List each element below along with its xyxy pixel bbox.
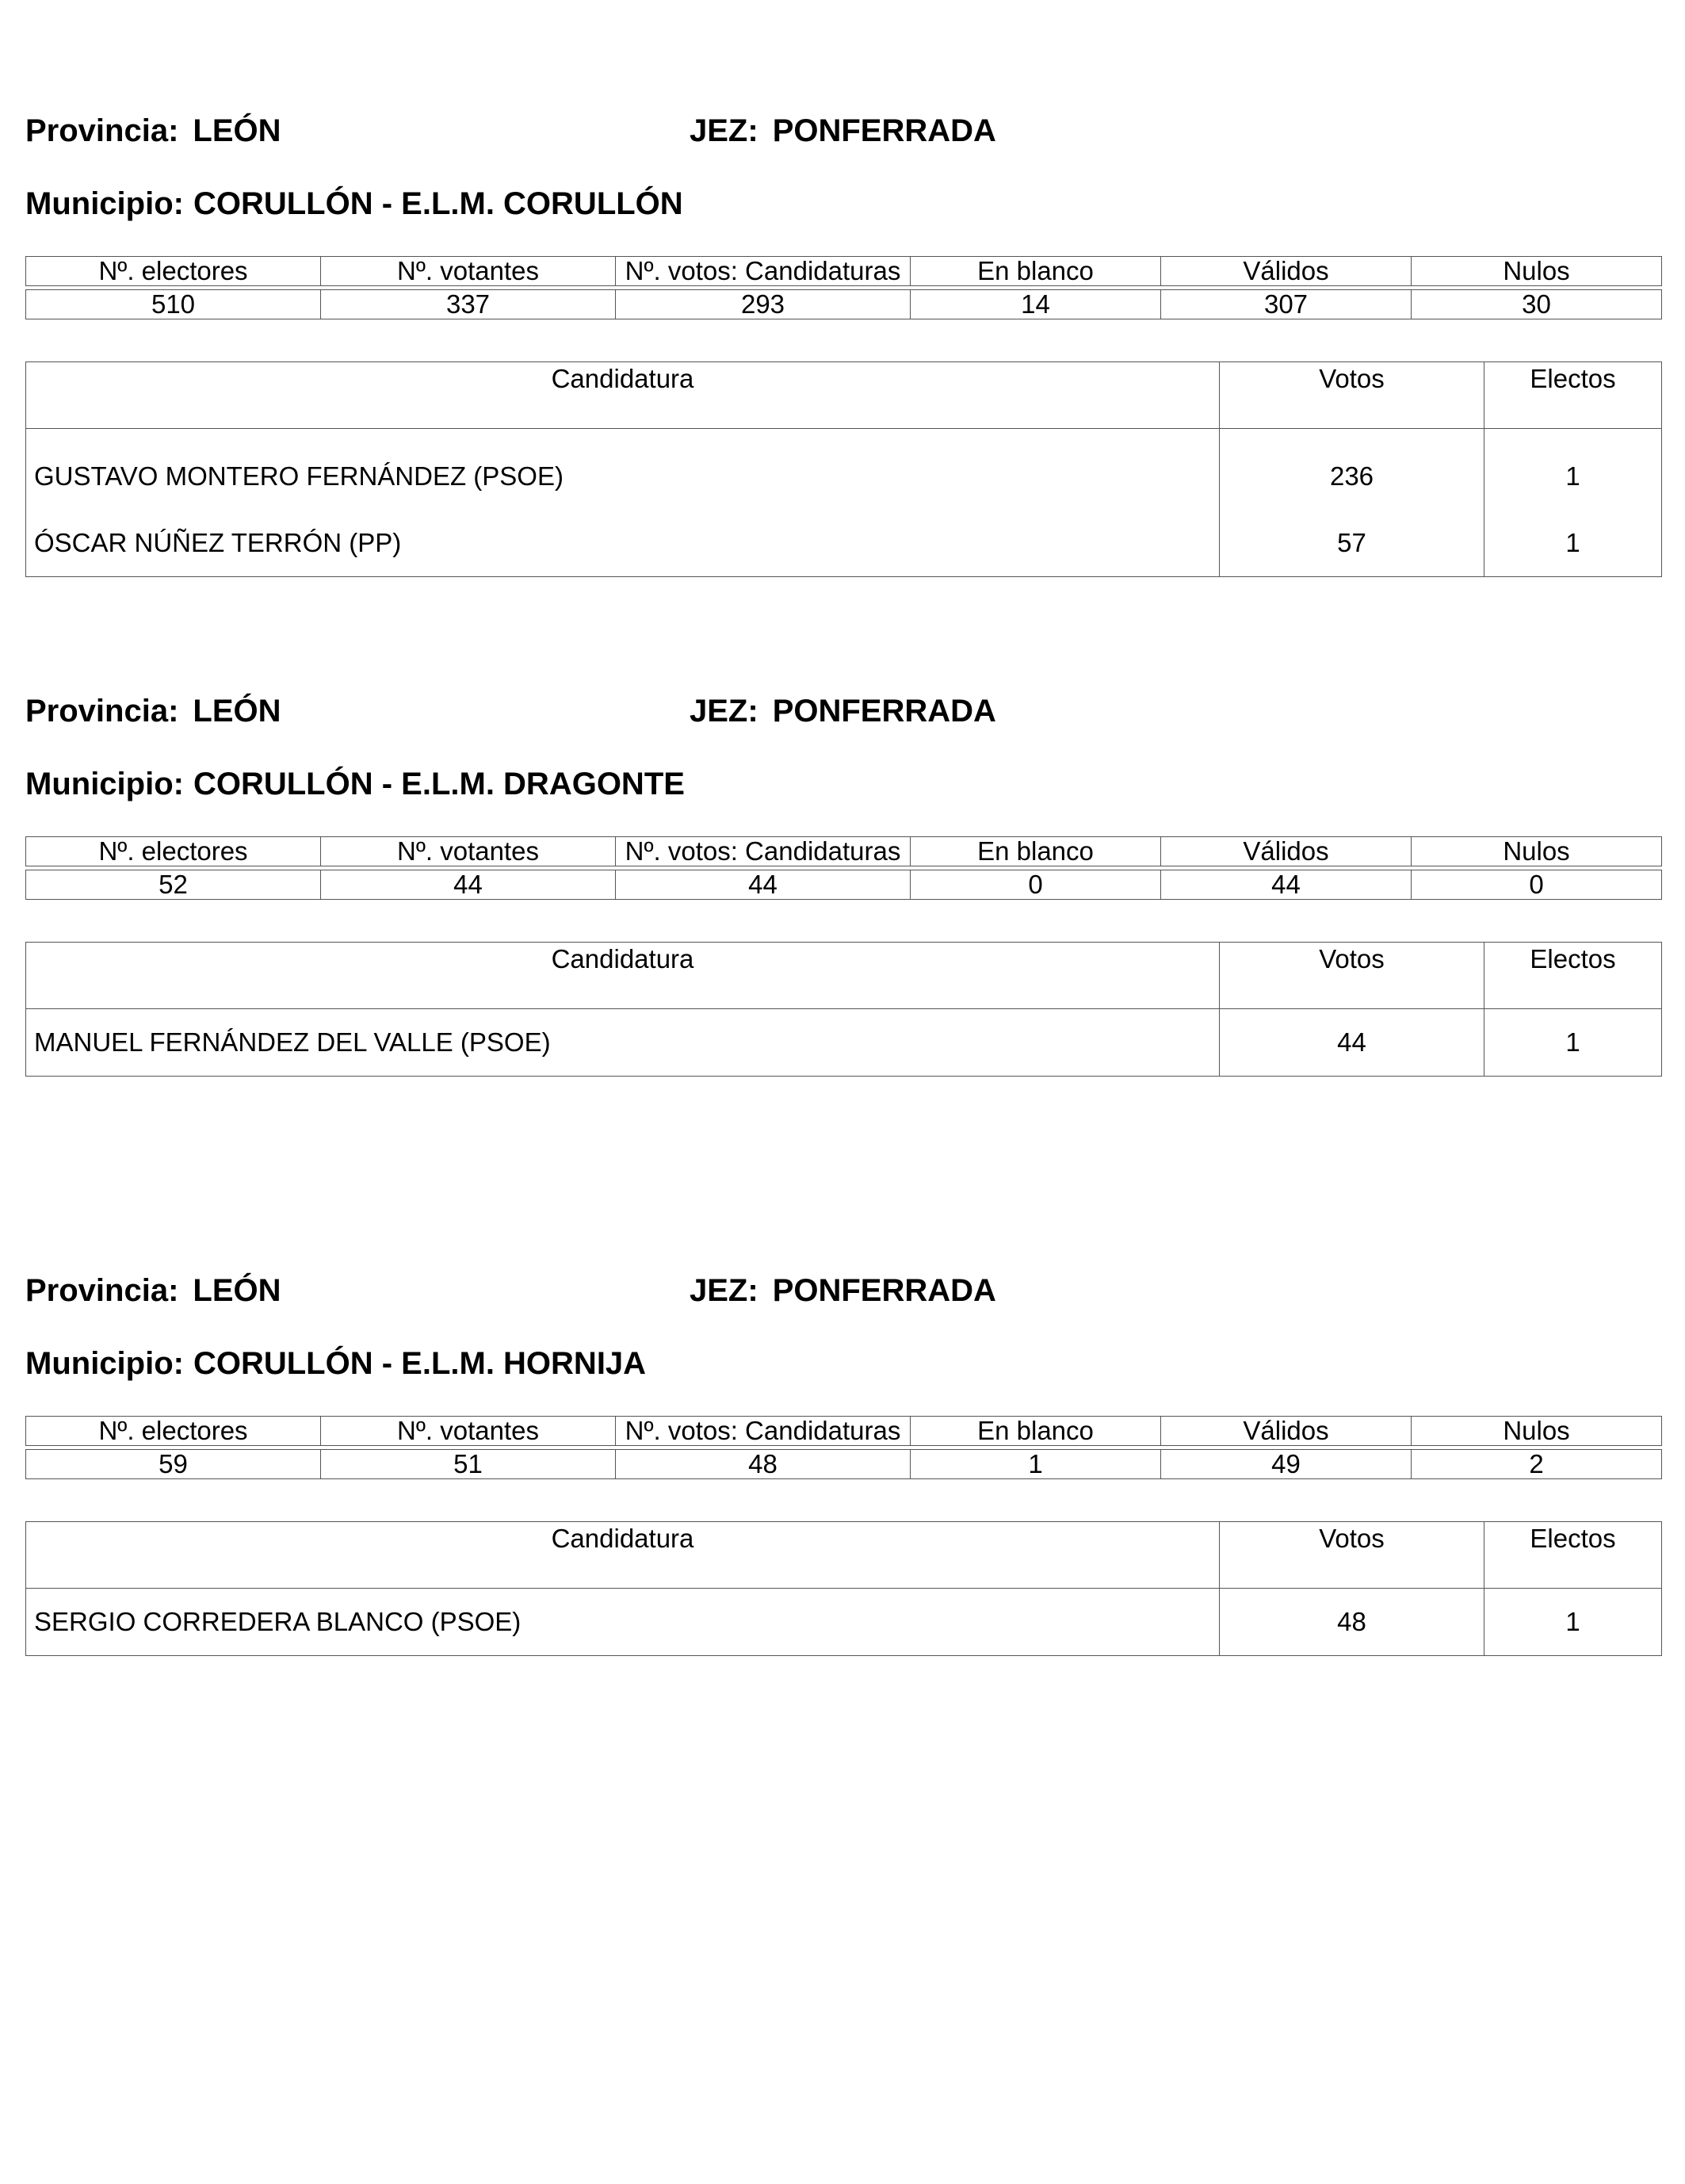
section-hornija xyxy=(25,1271,1661,1683)
value-validos: 49 xyxy=(1161,1450,1412,1479)
jez-value: PONFERRADA xyxy=(772,113,996,148)
value-en-blanco: 14 xyxy=(911,290,1161,319)
value-votantes: 44 xyxy=(321,870,616,900)
municipio-value: CORULLÓN - E.L.M. CORULLÓN xyxy=(193,186,683,221)
value-votos-candidaturas: 48 xyxy=(616,1450,911,1479)
stats-table xyxy=(25,256,1662,319)
value-electores: 510 xyxy=(26,290,321,319)
candidates-header-row xyxy=(26,1522,1662,1589)
provincia-line xyxy=(25,111,281,151)
header-votos: Votos xyxy=(1220,943,1484,1009)
candidate-row xyxy=(26,1589,1662,1656)
candidates-table xyxy=(25,942,1662,1077)
header-nulos: Nulos xyxy=(1412,837,1662,866)
header-electos: Electos xyxy=(1484,362,1662,429)
stats-table xyxy=(25,836,1662,900)
candidate-name: MANUEL FERNÁNDEZ DEL VALLE (PSOE) xyxy=(26,1009,1220,1077)
header-votos-candidaturas: Nº. votos: Candidaturas xyxy=(616,837,911,866)
provincia-label: Provincia: xyxy=(25,113,179,148)
jez-line xyxy=(690,111,996,151)
section-dragonte xyxy=(25,691,1661,1103)
municipio-line xyxy=(25,764,685,804)
stats-value-row xyxy=(26,870,1662,900)
municipio-line xyxy=(25,1344,646,1383)
candidate-name: SERGIO CORREDERA BLANCO (PSOE) xyxy=(26,1589,1220,1656)
candidate-votos: 57 xyxy=(1220,510,1484,577)
value-electores: 59 xyxy=(26,1450,321,1479)
stats-value-row xyxy=(26,1450,1662,1479)
stats-header-row xyxy=(26,1417,1662,1446)
candidates-header-row xyxy=(26,362,1662,429)
stats-header-row xyxy=(26,257,1662,286)
candidate-electos: 1 xyxy=(1484,510,1662,577)
candidate-name: ÓSCAR NÚÑEZ TERRÓN (PP) xyxy=(26,510,1220,577)
candidate-electos: 1 xyxy=(1484,1589,1662,1656)
value-validos: 307 xyxy=(1161,290,1412,319)
header-validos: Válidos xyxy=(1161,837,1412,866)
candidate-name: GUSTAVO MONTERO FERNÁNDEZ (PSOE) xyxy=(26,429,1220,511)
jez-line xyxy=(690,1271,996,1310)
header-electores: Nº. electores xyxy=(26,1417,321,1446)
candidates-header-row xyxy=(26,943,1662,1009)
candidate-votos: 48 xyxy=(1220,1589,1484,1656)
value-electores: 52 xyxy=(26,870,321,900)
jez-line xyxy=(690,691,996,731)
value-en-blanco: 0 xyxy=(911,870,1161,900)
value-nulos: 0 xyxy=(1412,870,1662,900)
value-en-blanco: 1 xyxy=(911,1450,1161,1479)
header-validos: Válidos xyxy=(1161,257,1412,286)
stats-header-row xyxy=(26,837,1662,866)
candidate-votos: 236 xyxy=(1220,429,1484,511)
section-corullon xyxy=(25,111,1661,571)
candidate-row xyxy=(26,429,1662,511)
header-votantes: Nº. votantes xyxy=(321,1417,616,1446)
value-votos-candidaturas: 293 xyxy=(616,290,911,319)
header-candidatura: Candidatura xyxy=(26,362,1220,429)
value-votos-candidaturas: 44 xyxy=(616,870,911,900)
municipio-label: Municipio: xyxy=(25,186,184,221)
municipio-value: CORULLÓN - E.L.M. HORNIJA xyxy=(193,1346,647,1381)
header-votantes: Nº. votantes xyxy=(321,837,616,866)
header-en-blanco: En blanco xyxy=(911,257,1161,286)
candidate-row xyxy=(26,1009,1662,1077)
value-nulos: 30 xyxy=(1412,290,1662,319)
candidate-electos: 1 xyxy=(1484,1009,1662,1077)
value-votantes: 51 xyxy=(321,1450,616,1479)
candidates-table xyxy=(25,1521,1662,1656)
municipio-value: CORULLÓN - E.L.M. DRAGONTE xyxy=(193,767,685,801)
header-electos: Electos xyxy=(1484,1522,1662,1589)
provincia-label: Provincia: xyxy=(25,694,179,729)
candidate-electos: 1 xyxy=(1484,429,1662,511)
jez-label: JEZ: xyxy=(690,113,758,148)
header-electores: Nº. electores xyxy=(26,837,321,866)
header-electores: Nº. electores xyxy=(26,257,321,286)
header-candidatura: Candidatura xyxy=(26,1522,1220,1589)
candidate-row xyxy=(26,510,1662,577)
provincia-value: LEÓN xyxy=(193,1273,281,1308)
provincia-label: Provincia: xyxy=(25,1273,179,1308)
value-validos: 44 xyxy=(1161,870,1412,900)
municipio-line xyxy=(25,184,683,224)
stats-value-row xyxy=(26,290,1662,319)
provincia-value: LEÓN xyxy=(193,694,281,729)
header-en-blanco: En blanco xyxy=(911,837,1161,866)
provincia-line xyxy=(25,691,281,731)
provincia-line xyxy=(25,1271,281,1310)
value-nulos: 2 xyxy=(1412,1450,1662,1479)
header-votantes: Nº. votantes xyxy=(321,257,616,286)
stats-table xyxy=(25,1416,1662,1479)
header-votos-candidaturas: Nº. votos: Candidaturas xyxy=(616,1417,911,1446)
header-votos: Votos xyxy=(1220,362,1484,429)
header-validos: Válidos xyxy=(1161,1417,1412,1446)
provincia-value: LEÓN xyxy=(193,113,281,148)
header-nulos: Nulos xyxy=(1412,257,1662,286)
header-votos-candidaturas: Nº. votos: Candidaturas xyxy=(616,257,911,286)
header-en-blanco: En blanco xyxy=(911,1417,1161,1446)
jez-label: JEZ: xyxy=(690,694,758,729)
header-electos: Electos xyxy=(1484,943,1662,1009)
jez-label: JEZ: xyxy=(690,1273,758,1308)
candidate-votos: 44 xyxy=(1220,1009,1484,1077)
candidates-table xyxy=(25,361,1662,577)
header-nulos: Nulos xyxy=(1412,1417,1662,1446)
header-votos: Votos xyxy=(1220,1522,1484,1589)
municipio-label: Municipio: xyxy=(25,1346,184,1381)
jez-value: PONFERRADA xyxy=(772,1273,996,1308)
jez-value: PONFERRADA xyxy=(772,694,996,729)
header-candidatura: Candidatura xyxy=(26,943,1220,1009)
municipio-label: Municipio: xyxy=(25,767,184,801)
value-votantes: 337 xyxy=(321,290,616,319)
